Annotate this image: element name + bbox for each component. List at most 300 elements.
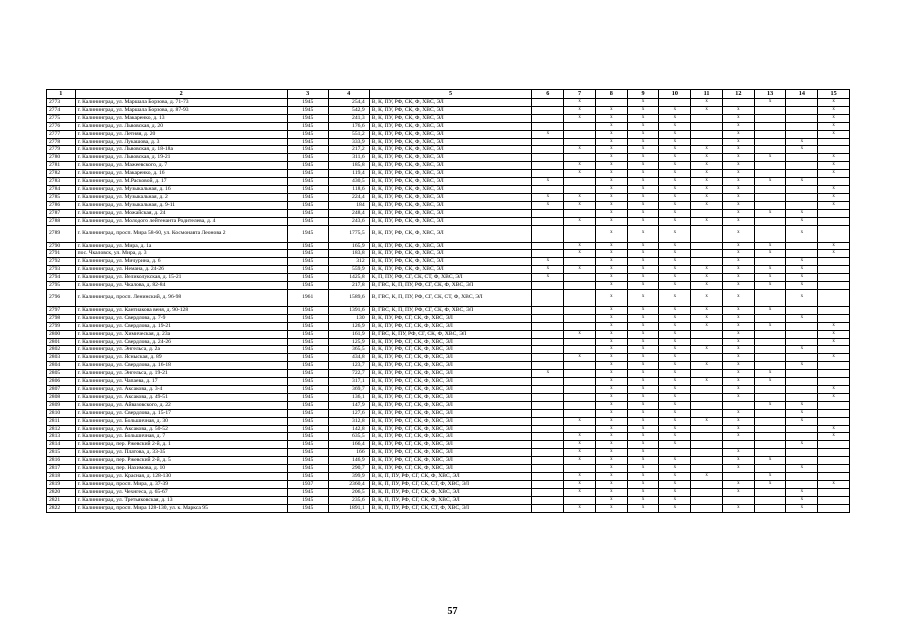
mark-cell: х xyxy=(786,258,818,266)
mark-cell: х xyxy=(659,178,691,186)
mark-cell xyxy=(786,370,818,378)
mark-cell: х xyxy=(659,472,691,480)
mark-cell: х xyxy=(691,99,723,107)
year-cell: 1945 xyxy=(287,378,328,386)
table-row xyxy=(47,346,850,354)
column-header: 11 xyxy=(691,90,723,99)
mark-cell xyxy=(532,225,564,242)
mark-cell: х xyxy=(595,209,627,217)
equipment-list-cell: В, К, ПУ, РФ, СГ, СК, Ф, ХВС, ЭЛ xyxy=(369,441,532,449)
mark-cell: х xyxy=(722,130,754,138)
row-number-cell: 2809 xyxy=(47,401,76,409)
mark-cell xyxy=(754,146,786,154)
mark-cell xyxy=(532,393,564,401)
mark-cell: х xyxy=(564,417,596,425)
mark-cell xyxy=(564,154,596,162)
mark-cell: х xyxy=(722,178,754,186)
mark-cell: х xyxy=(722,225,754,242)
mark-cell xyxy=(786,338,818,346)
address-cell: г. Калининград, пер. Ржевский 2-й, д. 5 xyxy=(75,457,287,465)
mark-cell: х xyxy=(722,386,754,394)
mark-cell: х xyxy=(595,393,627,401)
address-cell: г. Калининград, ул. Молодого лейтенанта Родителева, д. 4 xyxy=(75,217,287,225)
mark-cell xyxy=(786,170,818,178)
mark-cell: х xyxy=(722,449,754,457)
table-row xyxy=(47,193,850,201)
mark-cell xyxy=(818,504,850,512)
mark-cell xyxy=(754,201,786,209)
mark-cell: х xyxy=(818,170,850,178)
equipment-list-cell: В, К, П, ПУ, РФ, СГ, СК, Ф, ХВС, ЭЛ xyxy=(369,496,532,504)
year-cell: 1945 xyxy=(287,99,328,107)
mark-cell: х xyxy=(786,401,818,409)
mark-cell xyxy=(754,170,786,178)
mark-cell: х xyxy=(818,386,850,394)
year-cell: 1945 xyxy=(287,504,328,512)
table-row xyxy=(47,185,850,193)
row-number-cell: 2789 xyxy=(47,225,76,242)
mark-cell xyxy=(532,306,564,314)
column-header: 9 xyxy=(627,90,659,99)
mark-cell xyxy=(754,417,786,425)
mark-cell: х xyxy=(595,274,627,282)
mark-cell: х xyxy=(786,417,818,425)
row-number-cell: 2786 xyxy=(47,201,76,209)
mark-cell: х xyxy=(659,258,691,266)
mark-cell xyxy=(691,209,723,217)
mark-cell xyxy=(786,378,818,386)
mark-cell: х xyxy=(691,178,723,186)
address-cell: г. Калининград, пер. Нахимова, д. 10 xyxy=(75,465,287,473)
table-row xyxy=(47,393,850,401)
equipment-list-cell: В, ГВС, К, П, ПУ, РФ, СГ, СК, Ф, ХВС, ЭЛ xyxy=(369,306,532,314)
row-number-cell: 2791 xyxy=(47,250,76,258)
row-number-cell: 2778 xyxy=(47,138,76,146)
mark-cell: х xyxy=(659,378,691,386)
equipment-list-cell: В, К, ПУ, РФ, СК, Ф, ХВС, ЭЛ xyxy=(369,106,532,114)
mark-cell: х xyxy=(659,170,691,178)
mark-cell xyxy=(564,378,596,386)
mark-cell: х xyxy=(659,346,691,354)
mark-cell xyxy=(564,306,596,314)
table-row xyxy=(47,201,850,209)
area-cell: 119,4 xyxy=(328,170,369,178)
mark-cell xyxy=(564,393,596,401)
equipment-list-cell: В, К, П, ПУ, РФ, СГ, СК, СТ, Ф, ХВС, ЭЛ xyxy=(369,480,532,488)
row-number-cell: 2793 xyxy=(47,266,76,274)
mark-cell xyxy=(818,417,850,425)
mark-cell: х xyxy=(532,266,564,274)
mark-cell: х xyxy=(595,258,627,266)
mark-cell: х xyxy=(659,306,691,314)
address-cell: г. Калининград, ул. Ясныская, д. 89 xyxy=(75,354,287,362)
mark-cell: х xyxy=(786,465,818,473)
year-cell: 1945 xyxy=(287,433,328,441)
mark-cell: х xyxy=(595,441,627,449)
mark-cell: х xyxy=(627,266,659,274)
row-number-cell: 2776 xyxy=(47,122,76,130)
table-row xyxy=(47,289,850,306)
row-number-cell: 2816 xyxy=(47,457,76,465)
year-cell: 1945 xyxy=(287,330,328,338)
mark-cell: х xyxy=(691,217,723,225)
mark-cell: х xyxy=(722,457,754,465)
mark-cell xyxy=(754,162,786,170)
mark-cell: х xyxy=(691,266,723,274)
area-cell: 147,9 xyxy=(328,401,369,409)
mark-cell: х xyxy=(564,488,596,496)
mark-cell: х xyxy=(659,314,691,322)
mark-cell: х xyxy=(722,370,754,378)
mark-cell xyxy=(532,504,564,512)
mark-cell xyxy=(532,170,564,178)
year-cell: 1945 xyxy=(287,322,328,330)
table-row xyxy=(47,480,850,488)
mark-cell: х xyxy=(595,457,627,465)
address-cell: г. Калининград, ул. Аксакова, д. 3-4 xyxy=(75,386,287,394)
year-cell: 1945 xyxy=(287,162,328,170)
mark-cell: х xyxy=(659,354,691,362)
mark-cell: х xyxy=(722,433,754,441)
equipment-list-cell: В, К, ПУ, РФ, СК, Ф, ХВС, ЭЛ xyxy=(369,114,532,122)
mark-cell xyxy=(532,425,564,433)
year-cell: 1945 xyxy=(287,130,328,138)
mark-cell: х xyxy=(754,322,786,330)
mark-cell: х xyxy=(754,266,786,274)
table-row xyxy=(47,417,850,425)
area-cell: 146,9 xyxy=(328,457,369,465)
mark-cell: х xyxy=(627,504,659,512)
mark-cell xyxy=(754,425,786,433)
mark-cell: х xyxy=(532,201,564,209)
address-cell: г. Калининград, ул. Макаренко, д. 13 xyxy=(75,114,287,122)
row-number-cell: 2785 xyxy=(47,193,76,201)
mark-cell: х xyxy=(627,242,659,250)
mark-cell xyxy=(722,401,754,409)
mark-cell: х xyxy=(564,433,596,441)
table-row xyxy=(47,178,850,186)
mark-cell: х xyxy=(595,433,627,441)
mark-cell xyxy=(691,370,723,378)
mark-cell xyxy=(754,393,786,401)
mark-cell: х xyxy=(818,201,850,209)
row-number-cell: 2813 xyxy=(47,433,76,441)
mark-cell xyxy=(722,99,754,107)
mark-cell: х xyxy=(627,346,659,354)
mark-cell: х xyxy=(627,250,659,258)
mark-cell xyxy=(818,465,850,473)
mark-cell: х xyxy=(564,330,596,338)
mark-cell: х xyxy=(564,170,596,178)
mark-cell: х xyxy=(691,146,723,154)
mark-cell: х xyxy=(722,242,754,250)
mark-cell: х xyxy=(627,465,659,473)
row-number-cell: 2777 xyxy=(47,130,76,138)
area-cell: 142,8 xyxy=(328,425,369,433)
mark-cell xyxy=(532,114,564,122)
mark-cell: х xyxy=(818,99,850,107)
mark-cell: х xyxy=(659,362,691,370)
column-header: 1 xyxy=(47,90,76,99)
equipment-list-cell: В, К, ПУ, РФ, СГ, СК, Ф, ХВС, ЭЛ xyxy=(369,425,532,433)
row-number-cell: 2779 xyxy=(47,146,76,154)
mark-cell: х xyxy=(818,130,850,138)
address-cell: г. Калининград, пер. Ржевский 2-й, д. 1 xyxy=(75,441,287,449)
year-cell: 1945 xyxy=(287,338,328,346)
area-cell: 165,9 xyxy=(328,242,369,250)
mark-cell xyxy=(564,258,596,266)
mark-cell: х xyxy=(786,488,818,496)
mark-cell: х xyxy=(532,274,564,282)
mark-cell xyxy=(564,496,596,504)
area-cell: 551,2 xyxy=(328,130,369,138)
mark-cell xyxy=(754,362,786,370)
table-row xyxy=(47,457,850,465)
mark-cell xyxy=(754,449,786,457)
mark-cell xyxy=(532,409,564,417)
mark-cell: х xyxy=(818,122,850,130)
area-cell: 130 xyxy=(328,314,369,322)
mark-cell: х xyxy=(754,154,786,162)
row-number-cell: 2796 xyxy=(47,289,76,306)
year-cell: 1945 xyxy=(287,417,328,425)
mark-cell: х xyxy=(595,488,627,496)
mark-cell xyxy=(691,122,723,130)
mark-cell: х xyxy=(722,146,754,154)
mark-cell: х xyxy=(564,480,596,488)
address-cell: г. Калининград, ул. Большичная, д. 7 xyxy=(75,433,287,441)
mark-cell: х xyxy=(595,114,627,122)
mark-cell: х xyxy=(627,162,659,170)
mark-cell xyxy=(691,409,723,417)
year-cell: 1945 xyxy=(287,425,328,433)
mark-cell: х xyxy=(722,393,754,401)
mark-cell: х xyxy=(564,106,596,114)
area-cell: 399,9 xyxy=(328,472,369,480)
mark-cell: х xyxy=(595,504,627,512)
mark-cell: х xyxy=(595,225,627,242)
mark-cell: х xyxy=(722,362,754,370)
area-cell: 243,6 xyxy=(328,217,369,225)
mark-cell xyxy=(532,250,564,258)
row-number-cell: 2784 xyxy=(47,185,76,193)
mark-cell xyxy=(691,250,723,258)
mark-cell xyxy=(722,496,754,504)
mark-cell xyxy=(691,354,723,362)
address-cell: г. Калининград, просп. Мира 58-60, ул. Космонавта Леонова 2 xyxy=(75,225,287,242)
equipment-list-cell: В, К, ПУ, РФ, СК, Ф, ХВС, ЭЛ xyxy=(369,154,532,162)
address-cell: г. Калининград, ул. Чкалова, д. 82-84 xyxy=(75,282,287,290)
table-row xyxy=(47,282,850,290)
address-cell: г. Калининград, ул. Львовская, д. 19-21 xyxy=(75,154,287,162)
mark-cell xyxy=(818,274,850,282)
mark-cell xyxy=(564,465,596,473)
mark-cell: х xyxy=(595,201,627,209)
mark-cell xyxy=(691,425,723,433)
mark-cell xyxy=(754,114,786,122)
mark-cell: х xyxy=(786,314,818,322)
mark-cell: х xyxy=(627,201,659,209)
mark-cell: х xyxy=(722,209,754,217)
mark-cell: х xyxy=(532,193,564,201)
mark-cell: х xyxy=(595,106,627,114)
mark-cell xyxy=(532,217,564,225)
mark-cell: х xyxy=(722,217,754,225)
row-number-cell: 2782 xyxy=(47,170,76,178)
mark-cell xyxy=(564,314,596,322)
year-cell: 1945 xyxy=(287,282,328,290)
year-cell: 1945 xyxy=(287,185,328,193)
mark-cell xyxy=(754,193,786,201)
mark-cell: х xyxy=(659,209,691,217)
mark-cell xyxy=(754,338,786,346)
mark-cell: х xyxy=(691,274,723,282)
mark-cell: х xyxy=(627,433,659,441)
mark-cell xyxy=(786,425,818,433)
mark-cell: х xyxy=(627,217,659,225)
mark-cell: х xyxy=(659,217,691,225)
year-cell: 1945 xyxy=(287,306,328,314)
mark-cell xyxy=(532,314,564,322)
mark-cell: х xyxy=(786,441,818,449)
area-cell: 434,8 xyxy=(328,354,369,362)
mark-cell: х xyxy=(627,322,659,330)
mark-cell: х xyxy=(659,242,691,250)
mark-cell: х xyxy=(595,322,627,330)
mark-cell: х xyxy=(722,417,754,425)
row-number-cell: 2788 xyxy=(47,217,76,225)
mark-cell xyxy=(532,146,564,154)
equipment-list-cell: В, ГВС, К, П, ПУ, РФ, СГ, СК, СТ, Ф, ХВС, ЭЛ xyxy=(369,289,532,306)
area-cell: 559,9 xyxy=(328,266,369,274)
table-row xyxy=(47,378,850,386)
mark-cell xyxy=(818,266,850,274)
mark-cell: х xyxy=(627,417,659,425)
area-cell: 166 xyxy=(328,449,369,457)
year-cell: 1945 xyxy=(287,154,328,162)
mark-cell: х xyxy=(691,314,723,322)
address-cell: г. Калининград, ул. Музыкальная, д. 2 xyxy=(75,193,287,201)
mark-cell xyxy=(786,99,818,107)
column-header: 12 xyxy=(722,90,754,99)
mark-cell: х xyxy=(564,504,596,512)
year-cell: 1945 xyxy=(287,441,328,449)
mark-cell xyxy=(691,138,723,146)
address-cell: г. Калининград, ул. Мичурина, д. 6 xyxy=(75,258,287,266)
mark-cell: х xyxy=(818,242,850,250)
mark-cell: х xyxy=(818,322,850,330)
mark-cell: х xyxy=(659,386,691,394)
mark-cell xyxy=(691,504,723,512)
column-header: 14 xyxy=(786,90,818,99)
mark-cell xyxy=(532,449,564,457)
equipment-list-cell: В, К, ПУ, РФ, СК, Ф, ХВС, ЭЛ xyxy=(369,266,532,274)
row-number-cell: 2812 xyxy=(47,425,76,433)
mark-cell: х xyxy=(722,480,754,488)
row-number-cell: 2775 xyxy=(47,114,76,122)
mark-cell xyxy=(691,441,723,449)
row-number-cell: 2797 xyxy=(47,306,76,314)
address-cell: г. Калининград, ул. Энгельса, д. 2а xyxy=(75,346,287,354)
mark-cell: х xyxy=(786,266,818,274)
address-cell: г. Калининград, ул. Великолукская, д. 15-21 xyxy=(75,274,287,282)
mark-cell xyxy=(532,346,564,354)
mark-cell xyxy=(786,386,818,394)
mark-cell: х xyxy=(691,185,723,193)
equipment-list-cell: В, ГВС, К, П, ПУ, РФ, СГ, СК, Ф, ХВС, ЭЛ xyxy=(369,282,532,290)
mark-cell xyxy=(818,306,850,314)
mark-cell: х xyxy=(786,225,818,242)
table-row xyxy=(47,488,850,496)
mark-cell xyxy=(754,130,786,138)
mark-cell: х xyxy=(595,472,627,480)
mark-cell xyxy=(818,282,850,290)
area-cell: 312,8 xyxy=(328,417,369,425)
year-cell: 1945 xyxy=(287,314,328,322)
mark-cell xyxy=(532,480,564,488)
mark-cell: х xyxy=(627,306,659,314)
mark-cell: х xyxy=(627,401,659,409)
mark-cell xyxy=(532,362,564,370)
mark-cell: х xyxy=(627,106,659,114)
mark-cell: х xyxy=(818,185,850,193)
mark-cell xyxy=(818,472,850,480)
address-cell: г. Калининград, ул. Львовская, д. 18-18а xyxy=(75,146,287,154)
address-cell: г. Калининград, ул. Аксакова, д. 49-51 xyxy=(75,393,287,401)
area-cell: 430,5 xyxy=(328,178,369,186)
mark-cell: х xyxy=(595,250,627,258)
equipment-list-cell: В, К, ПУ, РФ, СК, Ф, ХВС, ЭЛ xyxy=(369,185,532,193)
mark-cell: х xyxy=(818,433,850,441)
mark-cell: х xyxy=(627,393,659,401)
area-cell: 166,4 xyxy=(328,441,369,449)
mark-cell: х xyxy=(691,106,723,114)
mark-cell xyxy=(786,154,818,162)
mark-cell xyxy=(754,496,786,504)
mark-cell xyxy=(786,330,818,338)
mark-cell: х xyxy=(659,193,691,201)
equipment-list-cell: В, К, ПУ, РФ, СК, Ф, ХВС, ЭЛ xyxy=(369,201,532,209)
equipment-list-cell: В, К, ПУ, РФ, СК, Ф, ХВС, ЭЛ xyxy=(369,258,532,266)
row-number-cell: 2806 xyxy=(47,378,76,386)
mark-cell: х xyxy=(786,504,818,512)
mark-cell: х xyxy=(595,409,627,417)
row-number-cell: 2810 xyxy=(47,409,76,417)
area-cell: 123,7 xyxy=(328,362,369,370)
mark-cell xyxy=(532,401,564,409)
area-cell: 241,3 xyxy=(328,114,369,122)
row-number-cell: 2795 xyxy=(47,282,76,290)
mark-cell: х xyxy=(659,433,691,441)
area-cell: 127,6 xyxy=(328,409,369,417)
mark-cell xyxy=(754,258,786,266)
mark-cell xyxy=(754,386,786,394)
mark-cell xyxy=(818,225,850,242)
mark-cell: х xyxy=(754,457,786,465)
area-cell: 1775,5 xyxy=(328,225,369,242)
mark-cell xyxy=(532,185,564,193)
address-cell: г. Калининград, ул. Айвазовского, д. 22 xyxy=(75,401,287,409)
mark-cell: х xyxy=(659,282,691,290)
mark-cell: х xyxy=(627,314,659,322)
mark-cell: х xyxy=(564,250,596,258)
mark-cell: х xyxy=(627,449,659,457)
mark-cell: х xyxy=(722,274,754,282)
mark-cell xyxy=(818,217,850,225)
table-row xyxy=(47,441,850,449)
mark-cell: х xyxy=(564,99,596,107)
mark-cell: х xyxy=(818,114,850,122)
